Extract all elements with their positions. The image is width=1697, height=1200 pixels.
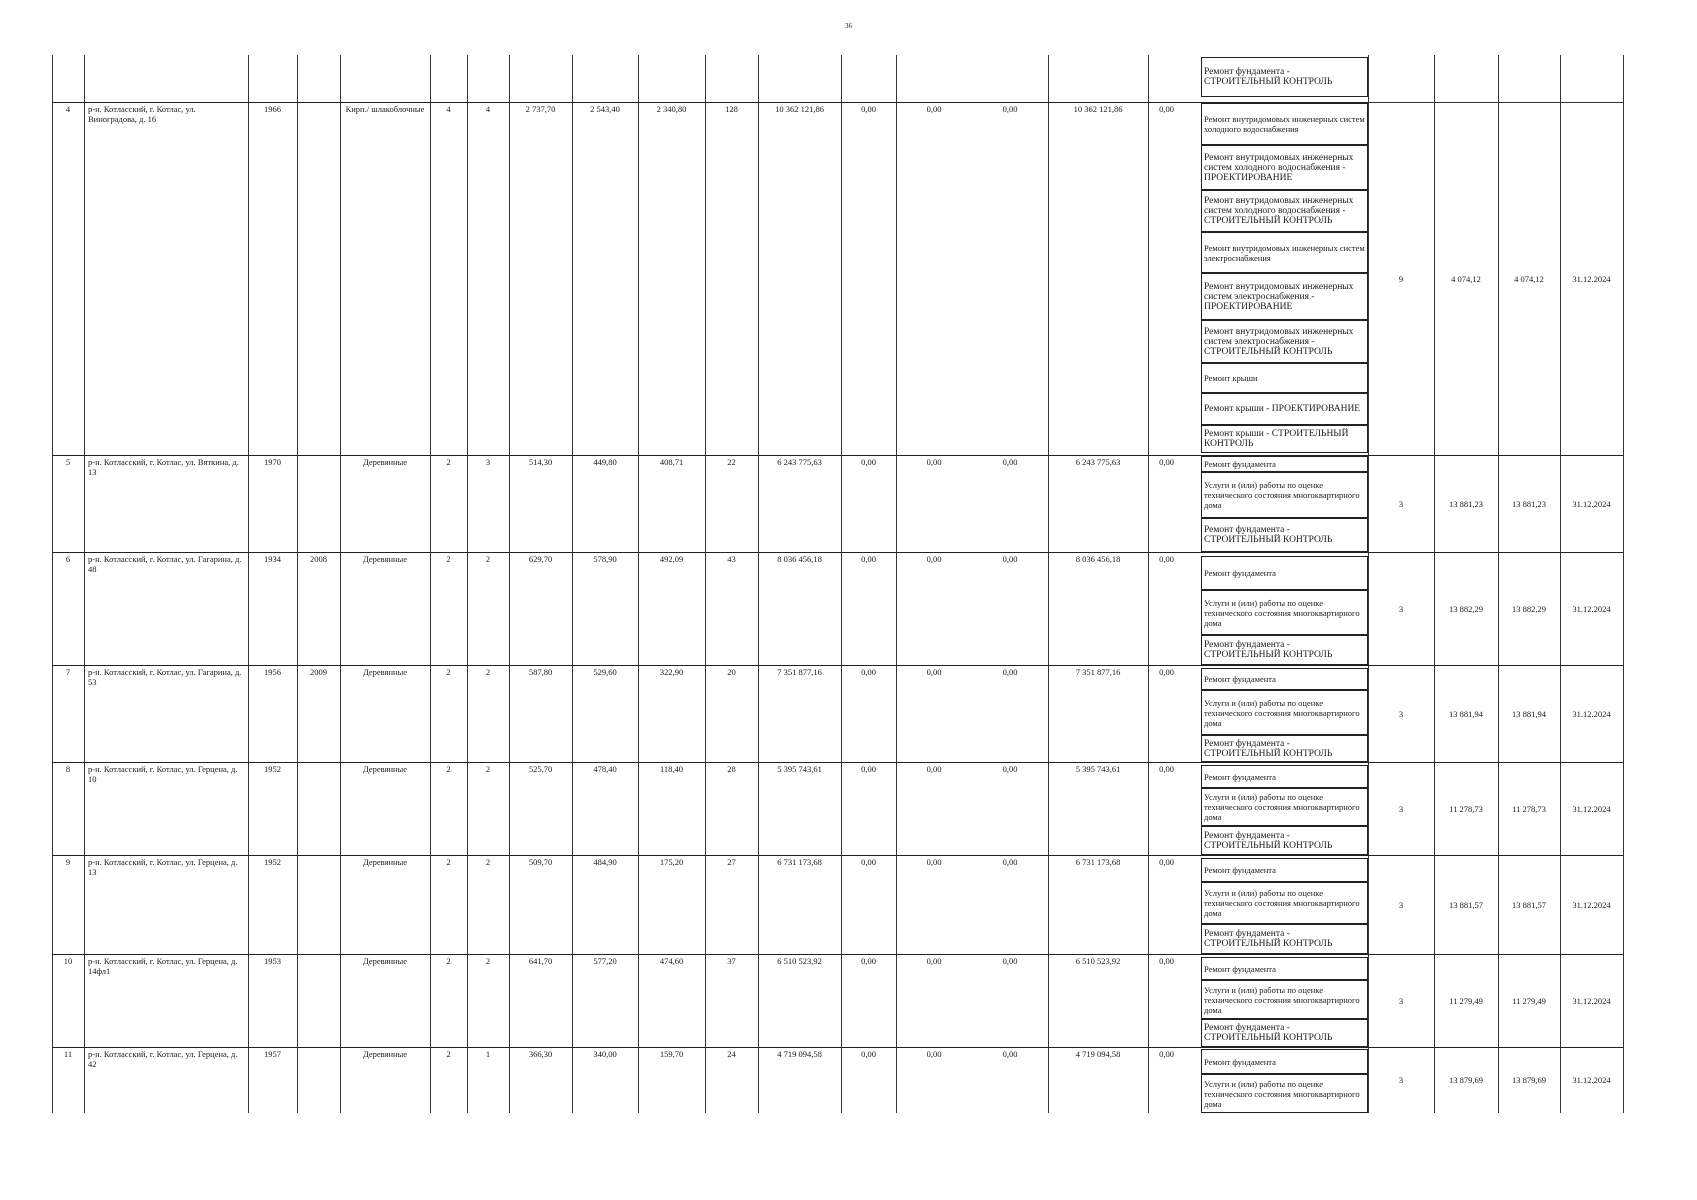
cell-floors: 2 xyxy=(446,956,451,966)
work-text: Ремонт фундамента xyxy=(1204,568,1276,578)
cell-cost-total: 6 510 523,92 xyxy=(777,956,822,966)
cell-total-area: 514,30 xyxy=(528,457,553,467)
work-cell xyxy=(1201,957,1368,980)
cell-wall-material: Кирп./ шлакоблочные xyxy=(345,104,425,114)
row-separator xyxy=(52,1047,1623,1048)
cell-cost-owners: 7 351 877,16 xyxy=(1075,667,1121,677)
cell-cost-local: 0,00 xyxy=(1002,554,1018,564)
row-separator xyxy=(52,552,1623,553)
cell-total-area: 366,30 xyxy=(528,1049,553,1059)
cell-unit-cost: 13 881,94 xyxy=(1449,708,1483,719)
cell-deadline: 31.12.2024 xyxy=(1572,273,1611,284)
cell-cost-total: 4 719 094,58 xyxy=(777,1049,822,1059)
cell-works-count: 3 xyxy=(1398,899,1404,910)
cell-total-area: 525,70 xyxy=(528,764,553,774)
cell-no: 6 xyxy=(65,554,71,564)
work-text: Услуги и (или) работы по оценке технического состояния многоквартирного дома xyxy=(1204,1078,1360,1109)
row-separator xyxy=(52,665,1623,666)
cell-no: 11 xyxy=(63,1049,73,1059)
cell-year-built: 1970 xyxy=(264,457,281,467)
cell-cost-other: 0,00 xyxy=(1159,956,1174,966)
work-text: Ремонт фундамента - СТРОИТЕЛЬНЫЙ КОНТРОЛЬ xyxy=(1204,640,1333,660)
cell-year-built: 1953 xyxy=(264,956,281,966)
cell-works-count: 3 xyxy=(1398,708,1404,719)
cell-residents: 28 xyxy=(727,764,736,774)
row-separator xyxy=(52,455,1623,456)
cell-residents: 20 xyxy=(727,667,736,677)
cell-deadline: 31.12.2024 xyxy=(1572,995,1611,1006)
cell-area-all: 577,20 xyxy=(593,956,617,966)
work-cell xyxy=(1201,518,1368,552)
work-cell xyxy=(1201,1074,1368,1113)
cell-wall-material: Деревянные xyxy=(362,554,408,564)
cell-entrances: 2 xyxy=(485,764,491,774)
cell-cost-federal: 0,00 xyxy=(861,104,876,114)
work-text: Ремонт фундамента xyxy=(1204,963,1276,974)
cell-area-all: 484,90 xyxy=(593,857,617,867)
work-text: Услуги и (или) работы по оценке технического состояния многоквартирного дома xyxy=(1204,792,1360,822)
cell-entrances: 2 xyxy=(485,857,491,867)
cell-works-count: 3 xyxy=(1398,1075,1404,1085)
cell-unit-cost-limit: 13 881,23 xyxy=(1512,498,1546,509)
cell-deadline: 31.12.2024 xyxy=(1572,1075,1611,1085)
cell-no: 9 xyxy=(65,857,71,867)
cell-residents: 27 xyxy=(727,857,736,867)
cell-cost-other: 0,00 xyxy=(1159,1049,1174,1059)
table-top-edge xyxy=(1368,102,1623,103)
work-text: Ремонт фундамента - СТРОИТЕЛЬНЫЙ КОНТРОЛЬ xyxy=(1204,929,1333,949)
cell-area-all: 529,60 xyxy=(593,667,617,677)
row-separator xyxy=(52,954,1623,955)
cell-cost-regional: 0,00 xyxy=(926,554,942,564)
cell-year-reconstructed: 2008 xyxy=(310,554,327,564)
cell-entrances: 2 xyxy=(485,956,491,966)
work-text: Ремонт внутридомовых инженерных систем электроснабжения - ПРОЕКТИРОВАНИЕ xyxy=(1204,281,1354,312)
work-cell xyxy=(1201,668,1368,690)
work-cell xyxy=(1201,765,1368,788)
cell-address: р-н. Котласский, г. Котлас, ул. Герцена, д. 13 xyxy=(88,857,238,877)
cell-address: р-н. Котласский, г. Котлас, ул. Герцена, д. 10 xyxy=(88,764,238,784)
cell-cost-regional: 0,00 xyxy=(926,764,942,774)
work-text: Ремонт фундамента xyxy=(1204,1056,1276,1067)
cell-area-residential: 118,40 xyxy=(659,764,684,774)
cell-cost-other: 0,00 xyxy=(1159,554,1174,564)
work-text: Ремонт внутридомовых инженерных систем холодного водоснабжения - СТРОИТЕЛЬНЫЙ КОНТРОЛЬ xyxy=(1204,196,1354,226)
cell-cost-owners: 6 243 775,63 xyxy=(1075,457,1121,467)
cell-floors: 2 xyxy=(446,764,451,774)
cell-cost-owners: 4 719 094,58 xyxy=(1075,1049,1121,1059)
cell-address: р-н. Котласский, г. Котлас, ул. Гагарина, д. 48 xyxy=(88,554,242,574)
cell-year-built: 1957 xyxy=(264,1049,281,1059)
cell-cost-total: 10 362 121,86 xyxy=(775,104,824,114)
work-text: Ремонт фундамента - СТРОИТЕЛЬНЫЙ КОНТРОЛЬ xyxy=(1204,525,1333,545)
cell-cost-other: 0,00 xyxy=(1159,457,1174,467)
cell-entrances: 1 xyxy=(485,1049,491,1059)
work-text: Ремонт фундамента - СТРОИТЕЛЬНЫЙ КОНТРОЛЬ xyxy=(1204,1023,1333,1043)
cell-entrances: 2 xyxy=(485,667,491,677)
cell-cost-local: 0,00 xyxy=(1002,764,1018,774)
cell-cost-local: 0,00 xyxy=(1002,667,1018,677)
work-cell xyxy=(1201,320,1368,363)
cell-year-built: 1952 xyxy=(264,857,281,867)
work-text: Ремонт фундамента xyxy=(1204,674,1276,684)
cell-unit-cost: 11 279,49 xyxy=(1449,995,1483,1006)
cell-area-residential: 492,09 xyxy=(659,554,684,564)
work-text: Ремонт внутридомовых инженерных систем электроснабжения - СТРОИТЕЛЬНЫЙ КОНТРОЛЬ xyxy=(1204,326,1354,357)
cell-area-residential: 322,90 xyxy=(659,667,684,677)
cell-total-area: 629,70 xyxy=(528,554,553,564)
cell-area-residential: 2 340,80 xyxy=(656,104,687,114)
work-cell xyxy=(1201,273,1368,320)
cell-cost-regional: 0,00 xyxy=(926,104,942,114)
cell-cost-other: 0,00 xyxy=(1159,104,1174,114)
cell-wall-material: Деревянные xyxy=(362,457,408,467)
cell-deadline: 31.12.2024 xyxy=(1572,899,1611,910)
cell-wall-material: Деревянные xyxy=(362,764,408,774)
work-text: Ремонт внутридомовых инженерных систем электроснабжения xyxy=(1204,242,1365,263)
cell-total-area: 587,80 xyxy=(528,667,553,677)
cell-works-count: 3 xyxy=(1398,603,1404,614)
cell-cost-local: 0,00 xyxy=(1002,857,1018,867)
work-text: Ремонт фундамента - СТРОИТЕЛЬНЫЙ КОНТРОЛЬ xyxy=(1204,830,1333,851)
work-cell xyxy=(1201,472,1368,518)
work-cell-continuation xyxy=(1201,57,1368,97)
cell-cost-total: 6 243 775,63 xyxy=(777,457,822,467)
work-cell xyxy=(1201,393,1368,425)
cell-unit-cost-limit: 11 279,49 xyxy=(1512,995,1546,1006)
cell-residents: 24 xyxy=(727,1049,736,1059)
cell-cost-total: 5 395 743,61 xyxy=(777,764,822,774)
cell-cost-owners: 10 362 121,86 xyxy=(1073,104,1123,114)
cell-deadline: 31.12.2024 xyxy=(1572,803,1611,814)
cell-address: р-н. Котласский, г. Котлас, ул. Виноградова, д. 16 xyxy=(88,104,196,124)
cell-unit-cost-limit: 11 278,73 xyxy=(1512,803,1546,814)
cell-unit-cost: 13 881,57 xyxy=(1449,899,1483,910)
cell-total-area: 641,70 xyxy=(528,956,553,966)
cell-floors: 2 xyxy=(446,457,451,467)
cell-no: 4 xyxy=(65,104,71,114)
cell-cost-owners: 5 395 743,61 xyxy=(1075,764,1121,774)
work-text: Ремонт внутридомовых инженерных систем холодного водоснабжения xyxy=(1204,114,1365,134)
work-cell xyxy=(1201,690,1368,735)
cell-total-area: 509,70 xyxy=(528,857,553,867)
work-text: Ремонт фундамента xyxy=(1204,865,1276,875)
work-cell xyxy=(1201,232,1368,273)
work-text: Ремонт фундамента xyxy=(1204,459,1276,469)
cell-area-all: 478,40 xyxy=(593,764,617,774)
cell-deadline: 31.12.2024 xyxy=(1572,603,1611,614)
cell-no: 8 xyxy=(65,764,71,774)
cell-area-all: 2 543,40 xyxy=(590,104,620,114)
page-number: 36 xyxy=(845,22,852,30)
work-cell xyxy=(1201,590,1368,635)
cell-cost-local: 0,00 xyxy=(1002,1049,1018,1059)
cell-address: р-н. Котласский, г. Котлас, ул. Герцена, д. 42 xyxy=(88,1049,238,1069)
cell-cost-owners: 6 731 173,68 xyxy=(1075,857,1121,867)
cell-total-area: 2 737,70 xyxy=(525,104,556,114)
work-cell xyxy=(1201,363,1368,393)
cell-unit-cost-limit: 13 881,57 xyxy=(1512,899,1546,910)
work-cell xyxy=(1201,556,1368,590)
cell-unit-cost-limit: 13 879,69 xyxy=(1512,1075,1546,1085)
work-cell xyxy=(1201,456,1368,472)
cell-address: р-н. Котласский, г. Котлас, ул. Гагарина, д. 53 xyxy=(88,667,242,687)
row-separator xyxy=(52,762,1623,763)
cell-cost-owners: 8 036 456,18 xyxy=(1075,554,1121,564)
cell-works-count: 3 xyxy=(1398,995,1404,1006)
cell-cost-local: 0,00 xyxy=(1002,104,1018,114)
cell-wall-material: Деревянные xyxy=(362,667,408,677)
work-text: Услуги и (или) работы по оценке технического состояния многоквартирного дома xyxy=(1204,597,1360,628)
cell-address: р-н. Котласский, г. Котлас, ул. Вяткина, д. 13 xyxy=(88,457,239,477)
cell-cost-other: 0,00 xyxy=(1159,667,1174,677)
cell-area-all: 578,90 xyxy=(593,554,617,564)
work-cell xyxy=(1201,980,1368,1019)
cell-cost-regional: 0,00 xyxy=(926,956,942,966)
work-text: Ремонт внутридомовых инженерных систем холодного водоснабжения - ПРОЕКТИРОВАНИЕ xyxy=(1204,152,1354,183)
cell-floors: 2 xyxy=(446,1049,451,1059)
cell-wall-material: Деревянные xyxy=(362,857,408,867)
work-text: Ремонт фундамента - СТРОИТЕЛЬНЫЙ КОНТРОЛЬ xyxy=(1204,738,1333,759)
cell-cost-federal: 0,00 xyxy=(861,764,876,774)
work-cell xyxy=(1201,635,1368,665)
work-cell xyxy=(1201,826,1368,855)
cell-unit-cost-limit: 4 074,12 xyxy=(1514,273,1544,284)
cell-year-built: 1952 xyxy=(264,764,281,774)
cell-floors: 2 xyxy=(446,667,451,677)
cell-works-count: 3 xyxy=(1398,803,1404,814)
cell-unit-cost-limit: 13 881,94 xyxy=(1512,708,1546,719)
cell-cost-other: 0,00 xyxy=(1159,764,1174,774)
cell-cost-federal: 0,00 xyxy=(861,857,876,867)
cell-no: 7 xyxy=(65,667,71,677)
cell-cost-federal: 0,00 xyxy=(861,667,876,677)
work-cell xyxy=(1201,882,1368,924)
work-cell xyxy=(1201,425,1368,453)
work-text: Услуги и (или) работы по оценке технического состояния многоквартирного дома xyxy=(1204,697,1360,728)
work-text: Услуги и (или) работы по оценке технического состояния многоквартирного дома xyxy=(1204,984,1360,1015)
cell-entrances: 2 xyxy=(485,554,491,564)
cell-no: 10 xyxy=(63,956,73,966)
cell-year-built: 1956 xyxy=(264,667,281,677)
cell-floors: 2 xyxy=(446,554,451,564)
work-cell xyxy=(1201,858,1368,882)
cell-area-residential: 474,60 xyxy=(659,956,684,966)
cell-area-residential: 175,20 xyxy=(659,857,684,867)
work-text: Ремонт фундамента - СТРОИТЕЛЬНЫЙ КОНТРОЛЬ xyxy=(1204,67,1333,87)
cell-year-built: 1966 xyxy=(264,104,281,114)
cell-cost-total: 6 731 173,68 xyxy=(777,857,822,867)
work-cell xyxy=(1201,735,1368,762)
cell-area-residential: 408,71 xyxy=(659,457,684,467)
cell-deadline: 31.12.2024 xyxy=(1572,498,1611,509)
cell-cost-owners: 6 510 523,92 xyxy=(1075,956,1121,966)
cell-cost-other: 0,00 xyxy=(1159,857,1174,867)
cell-unit-cost: 11 278,73 xyxy=(1449,803,1483,814)
work-cell xyxy=(1201,190,1368,232)
cell-unit-cost: 13 879,69 xyxy=(1449,1075,1483,1085)
work-cell xyxy=(1201,145,1368,190)
work-text: Ремонт крыши xyxy=(1204,373,1258,383)
work-cell xyxy=(1201,788,1368,826)
cell-residents: 22 xyxy=(727,457,736,467)
work-cell xyxy=(1201,103,1368,145)
cell-residents: 43 xyxy=(727,554,736,564)
cell-unit-cost: 13 881,23 xyxy=(1449,498,1483,509)
cell-address: р-н. Котласский, г. Котлас, ул. Герцена, д. 14фл1 xyxy=(88,956,238,976)
work-text: Услуги и (или) работы по оценке технического состояния многоквартирного дома xyxy=(1204,888,1360,918)
work-cell xyxy=(1201,1049,1368,1074)
work-text: Ремонт крыши - ПРОЕКТИРОВАНИЕ xyxy=(1204,404,1361,414)
cell-entrances: 3 xyxy=(485,457,491,467)
cell-cost-total: 7 351 877,16 xyxy=(777,667,822,677)
work-cell xyxy=(1201,924,1368,954)
work-text: Ремонт крыши - СТРОИТЕЛЬНЫЙ КОНТРОЛЬ xyxy=(1204,429,1349,449)
column-divider xyxy=(1623,55,1624,1113)
cell-cost-federal: 0,00 xyxy=(861,554,876,564)
cell-year-reconstructed: 2009 xyxy=(310,667,327,677)
cell-cost-regional: 0,00 xyxy=(926,457,942,467)
work-text: Услуги и (или) работы по оценке технического состояния многоквартирного дома xyxy=(1204,480,1360,510)
cell-cost-federal: 0,00 xyxy=(861,956,876,966)
cell-cost-local: 0,00 xyxy=(1002,457,1018,467)
cell-cost-federal: 0,00 xyxy=(861,1049,876,1059)
cell-unit-cost: 4 074,12 xyxy=(1451,273,1481,284)
cell-no: 5 xyxy=(65,457,71,467)
cell-works-count: 3 xyxy=(1398,498,1404,509)
cell-area-residential: 159,70 xyxy=(659,1049,684,1059)
cell-area-all: 340,00 xyxy=(593,1049,617,1059)
work-cell xyxy=(1201,1019,1368,1047)
cell-cost-regional: 0,00 xyxy=(926,667,942,677)
cell-unit-cost: 13 882,29 xyxy=(1449,603,1483,614)
cell-area-all: 449,80 xyxy=(593,457,617,467)
cell-cost-regional: 0,00 xyxy=(926,1049,942,1059)
cell-deadline: 31.12.2024 xyxy=(1572,708,1611,719)
cell-works-count: 9 xyxy=(1398,273,1404,284)
cell-floors: 2 xyxy=(446,857,451,867)
cell-cost-federal: 0,00 xyxy=(861,457,876,467)
cell-entrances: 4 xyxy=(485,104,491,114)
cell-cost-total: 8 036 456,18 xyxy=(777,554,822,564)
cell-year-built: 1934 xyxy=(264,554,281,564)
cell-cost-regional: 0,00 xyxy=(926,857,942,867)
cell-wall-material: Деревянные xyxy=(362,1049,408,1059)
work-text: Ремонт фундамента xyxy=(1204,771,1276,782)
cell-floors: 4 xyxy=(446,104,451,114)
cell-residents: 128 xyxy=(725,104,738,114)
cell-wall-material: Деревянные xyxy=(362,956,408,966)
cell-unit-cost-limit: 13 882,29 xyxy=(1512,603,1546,614)
cell-residents: 37 xyxy=(727,956,736,966)
row-separator xyxy=(52,855,1623,856)
cell-cost-local: 0,00 xyxy=(1002,956,1018,966)
